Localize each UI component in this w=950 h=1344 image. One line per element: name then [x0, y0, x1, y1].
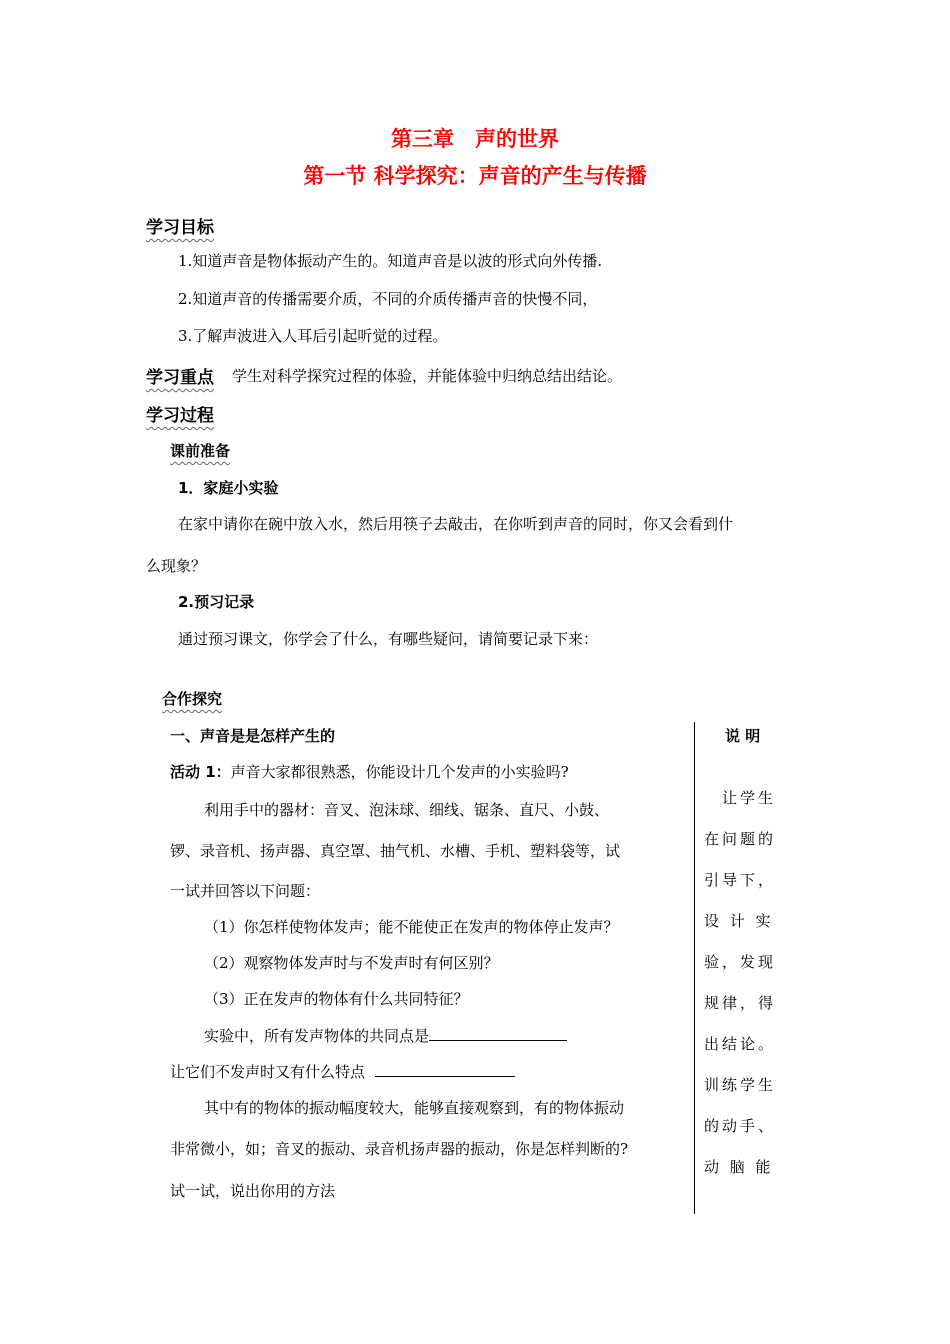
- paragraph-line-1: 其中有的物体的振动幅度较大，能够直接观察到，有的物体振动: [204, 1099, 625, 1117]
- note-line-5: 验，发现: [704, 953, 777, 971]
- answer-blank-1[interactable]: [429, 1024, 567, 1041]
- prep-item1-line2: 么现象？: [146, 557, 207, 575]
- goal-item-3: 3.了解声波进入人耳后引起听觉的过程。: [178, 327, 448, 345]
- focus-text: 学生对科学探究过程的体验，并能体验中归纳总结出结论。: [232, 367, 623, 385]
- activity-1: [170, 761, 569, 782]
- note-line-7: 出结论。: [704, 1035, 777, 1053]
- focus-heading: 学习重点: [146, 368, 214, 388]
- note-line-10: 动 脑 能: [704, 1158, 774, 1176]
- goals-heading: 学习目标: [146, 218, 214, 238]
- note-line-9: 的动手、: [704, 1117, 777, 1135]
- part1-title: 一、声音是是怎样产生的: [170, 727, 336, 745]
- answer-blank-2[interactable]: [375, 1060, 515, 1077]
- note-line-1: 让学生: [722, 789, 777, 807]
- goal-item-1: 1.知道声音是物体振动产生的。知道声音是以波的形式向外传播.: [178, 252, 603, 270]
- prep-item1-title: 1．家庭小实验: [178, 479, 279, 497]
- note-line-3: 引导下，: [704, 871, 777, 889]
- question-1: （1）你怎样使物体发声；能不能使正在发声的物体停止发声？: [204, 918, 619, 936]
- materials-line-3: 一试并回答以下问题：: [170, 882, 321, 900]
- prep-item1-line1: 在家中请你在碗中放入水，然后用筷子去敲击，在你听到声音的同时，你又会看到什: [178, 515, 734, 533]
- note-line-4: 设 计 实: [704, 912, 774, 930]
- section-title: 第一节 科学探究：声音的产生与传播: [303, 164, 647, 188]
- paragraph-line-2: 非常微小，如；音叉的振动、录音机扬声器的振动，你是怎样判断的?: [170, 1140, 629, 1158]
- prep-heading: 课前准备: [170, 442, 231, 460]
- paragraph-line-3: 试一试，说出你用的方法: [170, 1182, 336, 1200]
- coop-heading: 合作探究: [162, 690, 223, 708]
- fill-blank-1: 实验中，所有发声物体的共同点是: [204, 1024, 567, 1046]
- materials-line-2: 锣、录音机、扬声器、真空罩、抽气机、水槽、手机、塑料袋等，试: [170, 842, 621, 860]
- note-line-8: 训练学生: [704, 1076, 777, 1094]
- note-line-2: 在问题的: [704, 830, 777, 848]
- process-heading: 学习过程: [146, 406, 214, 426]
- goal-item-2: 2.知道声音的传播需要介质，不同的介质传播声音的快慢不同，: [178, 290, 598, 308]
- note-line-6: 规律，得: [704, 994, 777, 1012]
- prep-item2-text: 通过预习课文，你学会了什么，有哪些疑问，请简要记录下来：: [178, 630, 599, 648]
- note-heading: 说 明: [725, 727, 761, 745]
- question-2: （2）观察物体发声时与不发声时有何区别？: [204, 954, 499, 972]
- materials-line-1: 利用手中的器材：音叉、泡沫球、细线、锯条、直尺、小鼓、: [204, 801, 610, 819]
- activity-text: 声音大家都很熟悉，你能设计几个发声的小实验吗?: [230, 763, 569, 781]
- fill-blank-2: 让它们不发声时又有什么特点: [170, 1060, 515, 1082]
- activity-label: 活动 1：: [170, 763, 231, 781]
- column-divider: [694, 722, 695, 1214]
- prep-item2-title: 2.预习记录: [178, 593, 255, 611]
- chapter-title: 第三章 声的世界: [391, 127, 559, 151]
- question-3: （3）正在发声的物体有什么共同特征？: [204, 990, 469, 1008]
